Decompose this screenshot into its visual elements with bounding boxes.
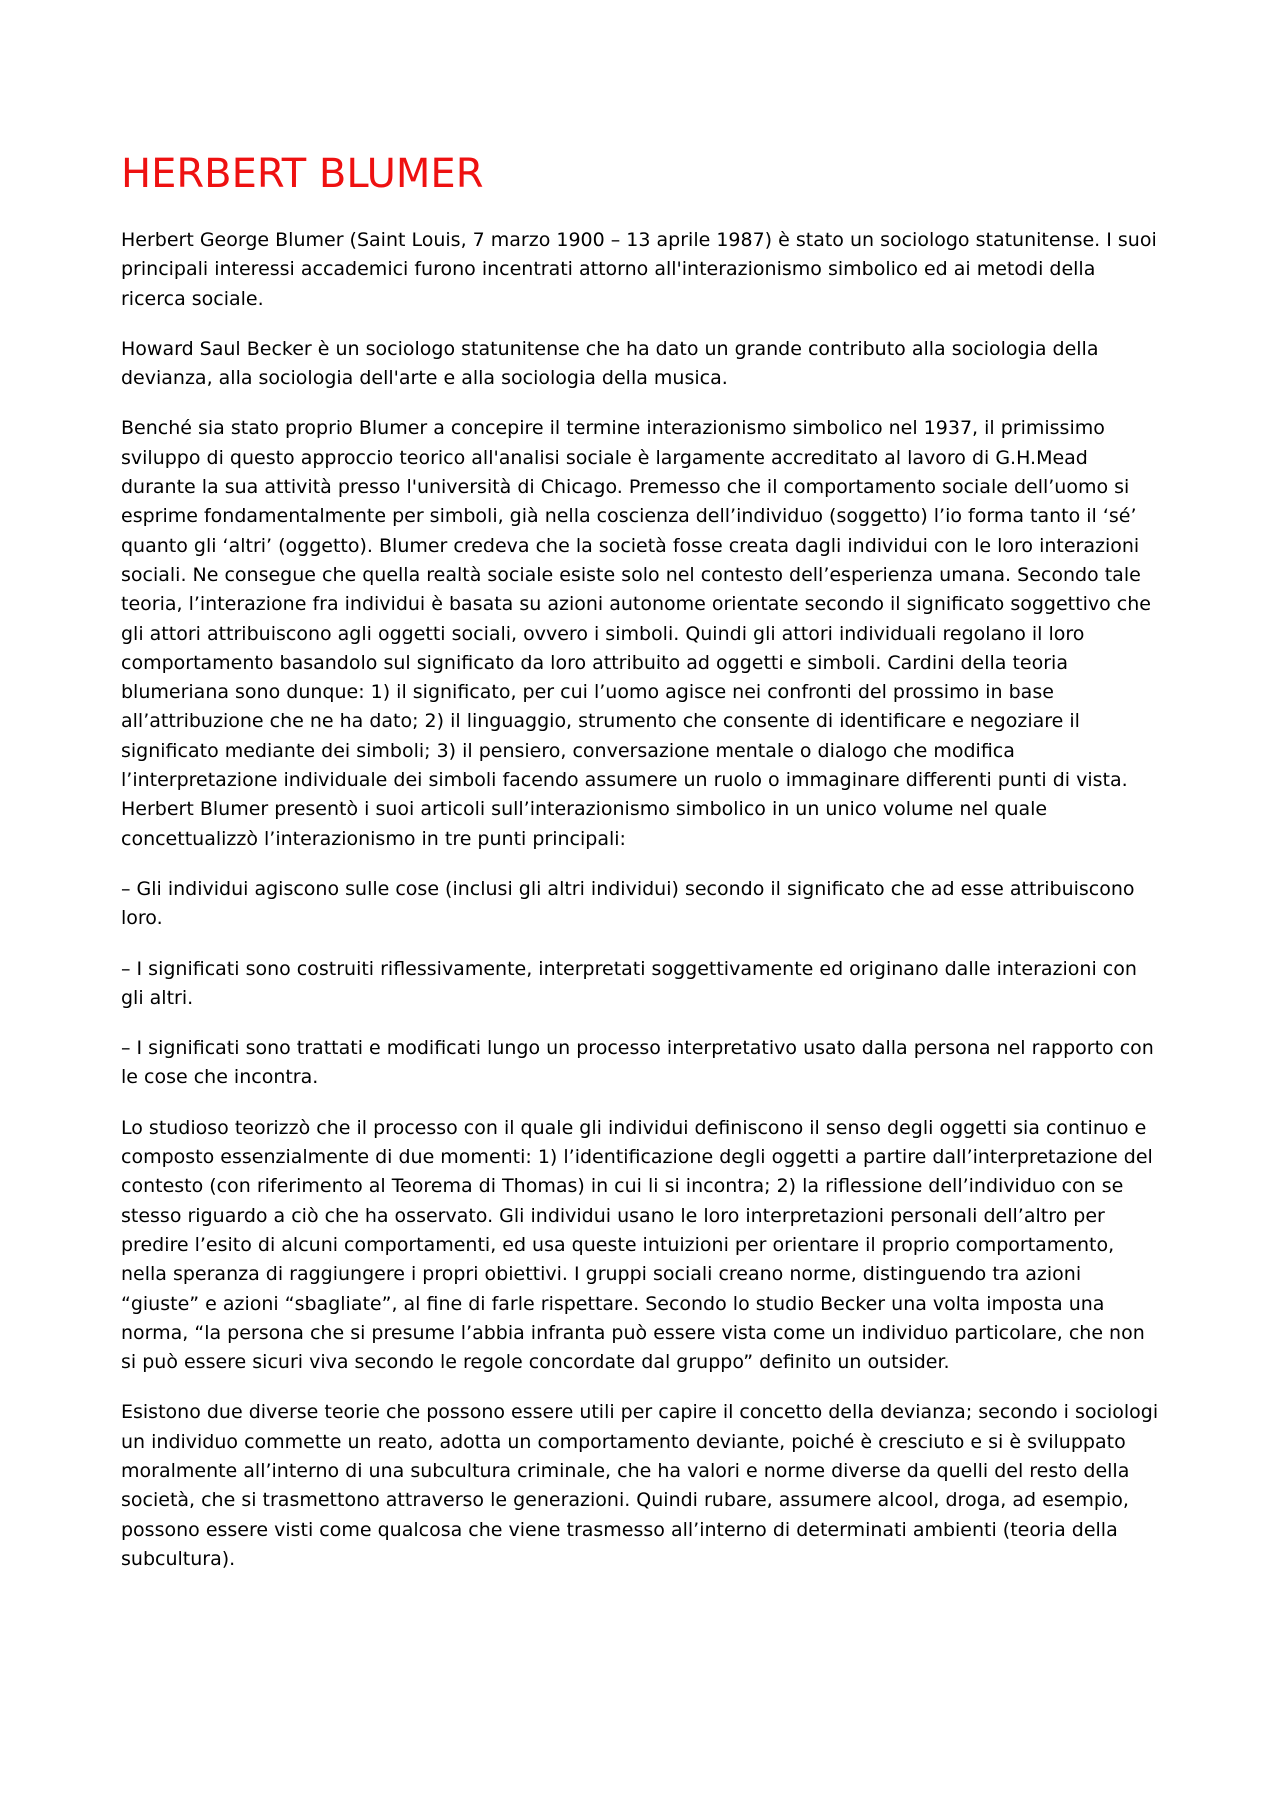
paragraph-point-2: – I significati sono costruiti riflessivamente, interpretati soggettivamente ed originano dalle interazioni con gli altri. bbox=[121, 957, 1137, 1009]
document-page bbox=[121, 150, 1161, 1595]
paragraph-becker: Howard Saul Becker è un sociologo statunitense che ha dato un grande contributo alla sociologia della devianza, alla sociologia dell'arte e alla sociologia della musica. bbox=[121, 337, 1099, 390]
paragraph-devianza: Esistono due diverse teorie che possono essere utili per capire il concetto della devianza; secondo i sociologi un individuo commette un reato, adotta un comportamento deviante, poiché è cresciuto e si è sviluppato moralmente all’interno di una subcultura criminale, che ha valori e norme diverse da quelli del resto della società, che si trasmettono attraverso le generazioni. Quindi rubare, assumere alcool, droga, ad esempio, possono essere visti come qualcosa che viene trasmesso all’interno di determinati ambienti (teoria della subcultura). bbox=[121, 1401, 1159, 1570]
paragraph-interazionismo: Benché sia stato proprio Blumer a concepire il termine interazionismo simbolico nel 1937, il primissimo sviluppo di questo approccio teorico all'analisi sociale è largamente accreditato al lavoro di G.H.Mead durante la sua attività presso l'università di Chicago. Premesso che il comportamento sociale dell’uomo si esprime fondamentalmente per simboli, già nella coscienza dell’individuo (soggetto) l’io forma tanto il ‘sé’ quanto gli ‘altri’ (oggetto). Blumer credeva che la società fosse creata dagli individui con le loro interazioni sociali. Ne consegue che quella realtà sociale esiste solo nel contesto dell’esperienza umana. Secondo tale teoria, l’interazione fra individui è basata su azioni autonome orientate secondo il significato soggettivo che gli attori attribuiscono agli oggetti sociali, ovvero i simboli. Quindi gli attori individuali regolano il loro comportamento basandolo sul significato da loro attribuito ad oggetti e simboli. Cardini della teoria blumeriana sono dunque: 1) il significato, per cui l’uomo agisce nei confronti del prossimo in base all’attribuzione che ne ha dato; 2) il linguaggio, strumento che consente di identificare e negoziare il significato mediante dei simboli; 3) il pensiero, conversazione mentale o dialogo che modifica l’interpretazione individuale dei simboli facendo assumere un ruolo o immaginare differenti punti di vista. Herbert Blumer presentò i suoi articoli sull’interazionismo simbolico in un unico volume nel quale concettualizzò l’interazionismo in tre punti principali: bbox=[121, 417, 1151, 850]
paragraph-point-1: – Gli individui agiscono sulle cose (inclusi gli altri individui) secondo il significato che ad esse attribuiscono loro. bbox=[121, 877, 1135, 930]
paragraph-studioso: Lo studioso teorizzò che il processo con il quale gli individui definiscono il senso degli oggetti sia continuo e composto essenzialmente di due momenti: 1) l’identificazione degli oggetti a partire dall’interpretazione del contesto (con riferimento al Teorema di Thomas) in cui li si incontra; 2) la riflessione dell’individuo con se stesso riguardo a ciò che ha osservato. Gli individui usano le loro interpretazioni personali dell’altro per predire l’esito di alcuni comportamenti, ed usa queste intuizioni per orientare il proprio comportamento, nella speranza di raggiungere i propri obiettivi. I gruppi sociali creano norme, distinguendo tra azioni “giuste” e azioni “sbagliate”, al fine di farle rispettare. Secondo lo studio Becker una volta imposta una norma, “la persona che si presume l’abbia infranta può essere vista come un individuo particolare, che non si può essere sicuri viva secondo le regole concordate dal gruppo” definito un outsider. bbox=[121, 1116, 1153, 1374]
paragraph-point-3: – I significati sono trattati e modificati lungo un processo interpretativo usato dalla persona nel rapporto con le cose che incontra. bbox=[121, 1037, 1154, 1089]
document-title: HERBERT BLUMER bbox=[121, 151, 484, 197]
paragraph-intro-blumer: Herbert George Blumer (Saint Louis, 7 marzo 1900 – 13 aprile 1987) è stato un sociologo statunitense. I suoi principali interessi accademici furono incentrati attorno all'interazionismo simbolico ed ai metodi della ricerca sociale. bbox=[121, 229, 1157, 310]
